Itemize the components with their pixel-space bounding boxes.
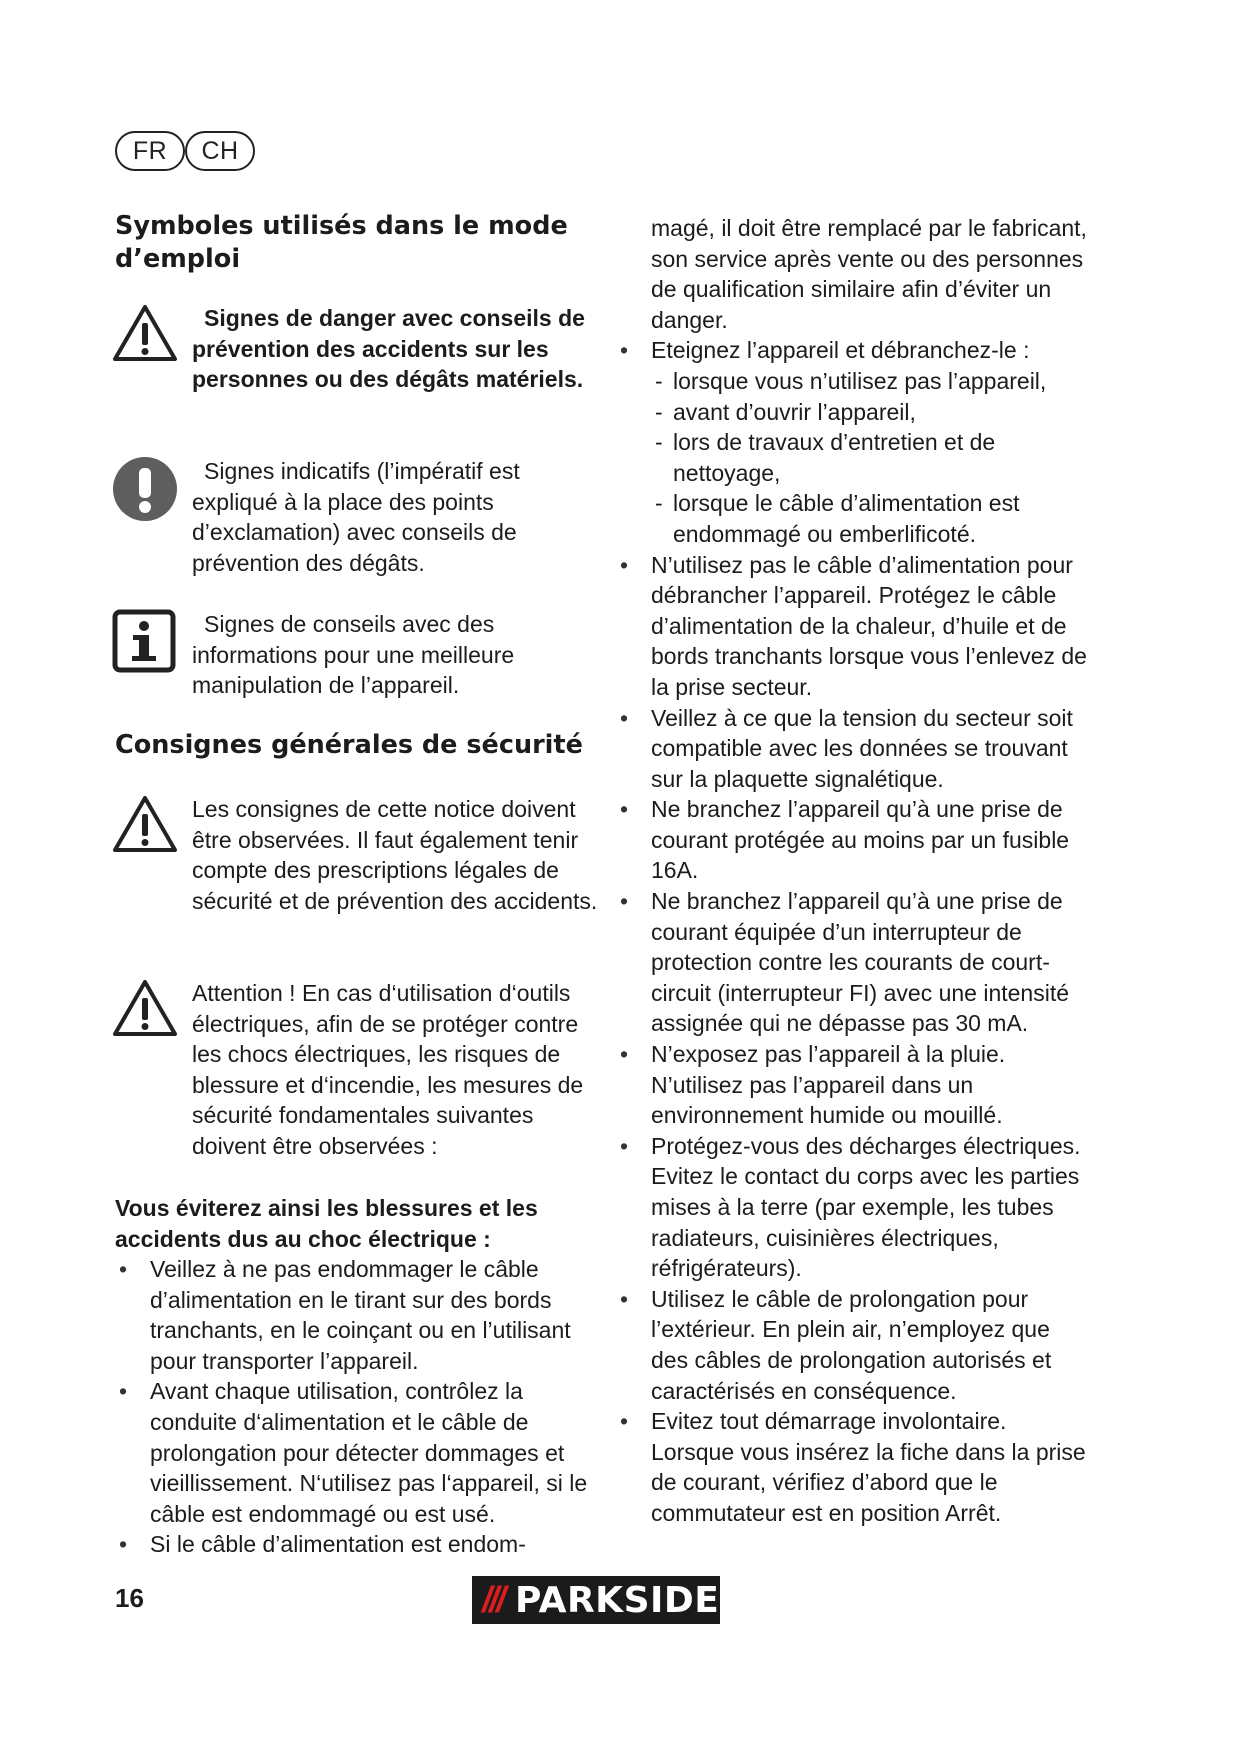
list-item: • Avant chaque utilisation, contrôlez la conduite d‘alimentation et le câble de prolongation pour détecter dommages et vieillissement. N‘utilisez pas l‘appareil, si le câble est endommagé ou est usé.: [115, 1376, 590, 1529]
logo-text: PARKSIDE: [515, 1579, 720, 1621]
page-number: 16: [115, 1583, 144, 1613]
list-item: • Veillez à ne pas endommager le câble d’alimentation en le tirant sur des bords tranchants, en le coinçant ou en l’utilisant pour transporter l’appareil.: [115, 1254, 590, 1376]
list-item: • Evitez tout démarrage involontaire. Lorsque vous insérez la fiche dans la prise de courant, vérifiez d’abord que le commutateur est en position Arrêt.: [616, 1406, 1091, 1528]
list-item: • Ne branchez l’appareil qu’à une prise de courant protégée au moins par un fusible 16A.: [616, 794, 1091, 886]
attention-block: [115, 978, 605, 1162]
list-item: • Protégez-vous des décharges électriques. Evitez le contact du corps avec les parties mises à la terre (par exemple, les tubes radiateurs, cuisinières électriques, réfrigérateurs).: [616, 1131, 1091, 1284]
warning-triangle-icon: [112, 794, 182, 859]
exclamation-circle-icon: [112, 456, 182, 527]
warning-triangle-icon: [112, 978, 182, 1043]
sub-list-item: - lors de travaux d’entretien et de nettoyage,: [651, 427, 1091, 488]
list-item: • N’utilisez pas le câble d’alimentation pour débrancher l’appareil. Protégez le câble d’alimentation de la chaleur, d’huile et de bords tranchants lorsque vous l’enlevez de la prise secteur.: [616, 550, 1091, 703]
section-heading: Symboles utilisés dans le mode d’emploi: [115, 211, 568, 274]
list-item: • N’exposez pas l’appareil à la pluie. N’utilisez pas l’appareil dans un environnement humide ou mouillé.: [616, 1039, 1091, 1131]
warning-triangle-icon: [112, 303, 182, 368]
consignes-notice-block: [115, 794, 605, 916]
attention-text: Attention ! En cas d‘utilisation d‘outils électriques, afin de se protéger contre les chocs électriques, les risques de blessure et d‘incendie, les mesures de sécurité fondamentales suivantes doivent être observées :: [192, 980, 584, 1159]
sign-indicatif-block: [115, 456, 605, 578]
list-item: [616, 335, 1091, 549]
parkside-logo: [472, 1576, 720, 1624]
sign-info-block: [115, 609, 605, 701]
logo-slashes: ///: [482, 1579, 504, 1620]
info-icon: [112, 609, 182, 678]
sign-info-text: Signes de conseils avec des informations pour une meilleure manipulation de l’appareil.: [192, 611, 515, 699]
country-badge-fr: FR: [115, 131, 185, 171]
sub-list-item: - lorsque vous n’utilisez pas l’appareil,: [651, 366, 1091, 397]
continuation-text: magé, il doit être remplacé par le fabricant, son service après vente ou des personnes de qualification similaire afin d’éviter un danger.: [651, 215, 1087, 333]
subheading-blessures: Vous éviterez ainsi les blessures et les accidents dus au choc électrique :: [115, 1195, 538, 1252]
sub-list: [651, 366, 1091, 550]
list-item: • Veillez à ce que la tension du secteur soit compatible avec les données se trouvant sur la plaquette signalétique.: [616, 703, 1091, 795]
country-badge-ch: CH: [185, 131, 255, 171]
list-item: • Utilisez le câble de prolongation pour l’extérieur. En plein air, n’employez que des câbles de prolongation autorisés et caractérisés en conséquence.: [616, 1284, 1091, 1406]
consignes-notice-text: Les consignes de cette notice doivent être observées. Il faut également tenir compte des prescriptions légales de sécurité et de prévention des accidents.: [192, 796, 598, 914]
sign-danger-block: [115, 303, 605, 395]
country-badges: [115, 131, 255, 171]
switch-off-text: Eteignez l’appareil et débranchez-le :: [651, 337, 1030, 364]
left-bullet-list: [115, 1254, 590, 1560]
section-heading: Consignes générales de sécurité: [115, 730, 583, 760]
heading-symboles: [115, 210, 595, 276]
sub-list-item: - avant d’ouvrir l’appareil,: [651, 397, 1091, 428]
sign-indicatif-text: Signes indicatifs (l’impératif est expliqué à la place des points d’exclamation) avec conseils de prévention des dégâts.: [192, 458, 520, 576]
sub-list-item: - lorsque le câble d’alimentation est endommagé ou emberlificoté.: [651, 488, 1091, 549]
right-column: [616, 213, 1091, 1529]
list-item: • Ne branchez l’appareil qu’à une prise de courant équipée d’un interrupteur de protection contre les courants de court-circuit (interrupteur FI) avec une intensité assignée qui ne dépasse pas 30 mA.: [616, 886, 1091, 1039]
list-item: • Si le câble d’alimentation est endom-: [115, 1529, 590, 1560]
sign-danger-text: Signes de danger avec conseils de prévention des accidents sur les personnes ou des dégâts matériels.: [192, 305, 585, 393]
heading-consignes: [115, 729, 615, 762]
